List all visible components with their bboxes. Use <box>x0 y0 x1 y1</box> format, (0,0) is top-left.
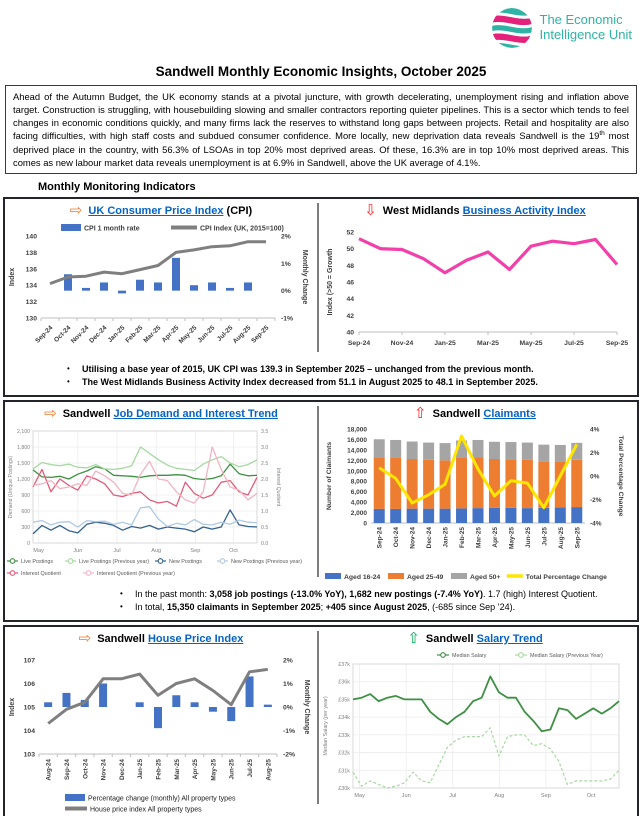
svg-text:Feb-25: Feb-25 <box>124 324 145 345</box>
svg-text:Index: Index <box>9 698 16 717</box>
svg-text:-1%: -1% <box>281 315 294 323</box>
house-price-panel <box>5 627 317 814</box>
svg-text:£35k: £35k <box>338 697 350 704</box>
bullet-text: In the past month: 3,058 job postings (-13.0% YoY), 1,682 new postings (-7.4% YoY). 1.7 (high) Interest Quotient. <box>135 589 598 600</box>
job-demand-chart-header <box>5 404 317 423</box>
svg-text:Mar-25: Mar-25 <box>173 759 181 780</box>
eiu-logo <box>491 7 633 49</box>
svg-text:Nov-24: Nov-24 <box>69 324 91 346</box>
svg-text:Dec-24: Dec-24 <box>118 759 126 781</box>
row1-bullets <box>5 363 637 391</box>
svg-text:1%: 1% <box>283 681 293 689</box>
svg-text:Demand (Unique Postings): Demand (Unique Postings) <box>8 456 14 519</box>
svg-text:0: 0 <box>27 541 30 548</box>
hpi-legend <box>65 794 236 814</box>
cpi-title-text: (CPI) <box>223 204 253 217</box>
svg-text:1,200: 1,200 <box>17 477 30 484</box>
svg-text:0%: 0% <box>281 288 291 296</box>
svg-text:New Postings (Previous year): New Postings (Previous year) <box>231 559 303 566</box>
svg-text:Sep-25: Sep-25 <box>574 527 582 549</box>
svg-text:Feb-25: Feb-25 <box>155 759 163 780</box>
svg-text:6,000: 6,000 <box>350 489 367 497</box>
claimants-title-text: Sandwell <box>432 407 484 420</box>
salary-series-line <box>353 677 619 732</box>
svg-text:132: 132 <box>25 299 37 307</box>
svg-text:3.0: 3.0 <box>261 445 269 452</box>
hpi-x-labels <box>46 759 273 781</box>
job-demand-panel <box>5 402 317 587</box>
claimants-chart <box>319 423 631 587</box>
bai-chart-title <box>383 205 586 217</box>
claimants-x-labels <box>377 527 582 549</box>
svg-text:£31k: £31k <box>338 768 350 775</box>
hpi-title-text: Sandwell <box>97 632 148 645</box>
svg-text:£32k: £32k <box>338 750 350 757</box>
svg-text:Aug: Aug <box>494 793 505 800</box>
bullet-text: In total, 15,350 claimants in September 2025; +405 since August 2025, (-685 since Sep ’24). <box>135 602 516 613</box>
svg-text:Median Salary (Previous Year): Median Salary (Previous Year) <box>530 653 603 660</box>
svg-text:300: 300 <box>21 525 30 532</box>
svg-text:Sep-24: Sep-24 <box>63 759 71 781</box>
job-demand-chart <box>5 423 317 587</box>
svg-text:Dec-24: Dec-24 <box>426 527 434 549</box>
svg-text:134: 134 <box>25 282 37 290</box>
svg-text:2,000: 2,000 <box>350 510 367 518</box>
bullet-text: Utilising a base year of 2015, UK CPI was 139.3 in September 2025 – unchanged from the previous month. <box>82 364 534 375</box>
svg-text:Feb-25: Feb-25 <box>459 527 467 549</box>
salary-series-line <box>353 728 619 788</box>
bullet-item <box>67 363 631 376</box>
svg-text:4,000: 4,000 <box>350 499 367 507</box>
intro-text-part2: most deprived place in the country, with 56.3% of LSOAs in top 20% most deprived areas. Of these, 16.3% are in top 10% most deprived areas. This comes as new labour market data reveals unemployment is at 6.9% in Sandwell, above the UK average of 4.1%. <box>13 130 629 168</box>
salary-title-text: Sandwell <box>425 632 477 645</box>
bai-title-link[interactable]: Business Activity Index <box>462 204 586 217</box>
svg-text:May-25: May-25 <box>210 759 218 781</box>
svg-text:138: 138 <box>25 249 37 257</box>
business-activity-chart <box>319 220 629 362</box>
red-down-arrow-icon: ⇩ <box>364 202 377 220</box>
svg-text:Aged 25-49: Aged 25-49 <box>407 574 444 582</box>
svg-text:2,100: 2,100 <box>17 429 30 436</box>
claimants-legend <box>325 573 607 581</box>
svg-text:0%: 0% <box>590 473 600 481</box>
cpi-panel <box>5 199 317 362</box>
svg-text:1,800: 1,800 <box>17 445 30 452</box>
svg-text:New Postings: New Postings <box>169 559 202 566</box>
house-price-chart-header <box>5 629 317 648</box>
svg-text:Interest Quotient: Interest Quotient <box>275 467 281 507</box>
job-title-link[interactable]: Job Demand and Interest Trend <box>113 407 278 420</box>
salary-trend-panel <box>319 627 631 814</box>
bai-title-text: West Midlands <box>382 204 463 217</box>
salary-trend-chart-header <box>319 629 631 648</box>
svg-text:May-25: May-25 <box>177 324 199 346</box>
salary-trend-chart <box>319 648 631 814</box>
svg-text:Jul-25: Jul-25 <box>541 527 549 546</box>
svg-text:Apr-25: Apr-25 <box>491 527 499 548</box>
svg-text:Sep-24: Sep-24 <box>34 324 55 345</box>
svg-text:Mar-25: Mar-25 <box>142 324 163 345</box>
orange-right-arrow-icon: ⇨ <box>78 630 92 648</box>
svg-text:16,000: 16,000 <box>347 437 367 445</box>
claimants-chart-title <box>433 408 536 420</box>
salary-legend <box>437 653 603 660</box>
indicator-row-2 <box>3 400 639 622</box>
eiu-logo-text <box>540 13 633 43</box>
svg-text:Apr-25: Apr-25 <box>160 324 181 345</box>
svg-text:Number of Claimants: Number of Claimants <box>326 441 333 511</box>
svg-text:CPI 1 month rate: CPI 1 month rate <box>84 225 140 233</box>
bullet-text: The West Midlands Business Activity Index decreased from 51.1 in August 2025 to 48.1 in September 2025. <box>82 377 538 388</box>
svg-text:Jan-25: Jan-25 <box>106 324 127 345</box>
svg-text:Total Percentage Change: Total Percentage Change <box>525 574 607 582</box>
svg-text:Interest Quotient (Previous ye: Interest Quotient (Previous year) <box>97 571 175 578</box>
salary-chart-title <box>426 633 543 645</box>
bullet-item <box>120 601 631 614</box>
svg-text:130: 130 <box>25 315 37 323</box>
claimants-chart-header <box>319 404 631 423</box>
cpi-x-labels <box>34 324 270 345</box>
svg-text:House price index All property: House price index All property types <box>90 806 202 814</box>
svg-text:Total Percentage Change: Total Percentage Change <box>617 435 624 517</box>
svg-text:Dec-24: Dec-24 <box>88 324 109 345</box>
svg-text:Oct-24: Oct-24 <box>393 527 401 548</box>
section-heading: Monthly Monitoring Indicators <box>38 181 196 194</box>
bullet-marker: • <box>120 602 123 612</box>
svg-text:Monthly Change: Monthly Change <box>301 249 308 305</box>
svg-text:2%: 2% <box>281 233 291 241</box>
svg-text:Aged 50+: Aged 50+ <box>470 574 501 582</box>
svg-text:May-25: May-25 <box>519 340 543 348</box>
svg-text:12,000: 12,000 <box>347 457 367 465</box>
indicator-row-3 <box>3 625 639 816</box>
cpi-chart-title <box>88 205 252 217</box>
svg-text:Live Postings: Live Postings <box>21 559 54 566</box>
job-chart-title <box>63 408 278 420</box>
row2-bullets <box>5 588 637 616</box>
svg-text:Jun: Jun <box>401 793 411 800</box>
red-up-arrow-icon: ⇧ <box>414 405 427 423</box>
svg-text:2%: 2% <box>283 657 293 665</box>
claimants-title-link[interactable]: Claimants <box>483 407 536 420</box>
svg-text:103: 103 <box>23 751 35 759</box>
svg-text:Sep-25: Sep-25 <box>605 340 629 348</box>
svg-text:Aug: Aug <box>151 548 162 555</box>
svg-text:104: 104 <box>23 728 35 736</box>
svg-text:£34k: £34k <box>338 715 350 722</box>
svg-text:1.5: 1.5 <box>261 493 269 500</box>
svg-text:0%: 0% <box>283 704 293 712</box>
logo-line-1: The Economic <box>539 12 623 28</box>
cpi-chart-header <box>5 201 317 220</box>
cpi-title-link[interactable]: UK Consumer Price Index <box>88 204 224 217</box>
salary-grid <box>353 664 619 788</box>
svg-text:Sep: Sep <box>190 548 201 555</box>
svg-text:Jul-25: Jul-25 <box>215 324 235 343</box>
svg-text:Interest Quotient: Interest Quotient <box>21 571 61 578</box>
salary-title-link[interactable]: Salary Trend <box>476 632 543 645</box>
svg-text:Live Postings (Previous year): Live Postings (Previous year) <box>79 559 150 566</box>
svg-text:£30k: £30k <box>338 786 350 793</box>
logo-line-2: Intelligence Unit <box>539 27 632 42</box>
svg-text:Aug-25: Aug-25 <box>265 759 273 781</box>
page-title: Sandwell Monthly Economic Insights, October 2025 <box>155 64 487 79</box>
svg-text:46: 46 <box>346 279 354 287</box>
svg-text:CPI Index (UK, 2015=100): CPI Index (UK, 2015=100) <box>200 225 284 233</box>
svg-text:0.0: 0.0 <box>261 541 269 548</box>
cpi-legend <box>61 224 284 233</box>
svg-text:Nov-24: Nov-24 <box>409 527 417 549</box>
svg-text:8,000: 8,000 <box>350 478 367 486</box>
svg-text:Aug-24: Aug-24 <box>45 759 53 781</box>
svg-text:Jul-25: Jul-25 <box>247 759 255 778</box>
svg-text:Median Salary: Median Salary <box>452 653 487 660</box>
svg-text:Oct-24: Oct-24 <box>52 324 73 344</box>
svg-text:Jan-25: Jan-25 <box>442 527 450 548</box>
svg-text:2%: 2% <box>590 450 600 458</box>
job-legend <box>7 559 302 577</box>
svg-text:52: 52 <box>346 229 354 237</box>
business-activity-panel <box>319 199 631 362</box>
svg-text:-2%: -2% <box>283 751 296 759</box>
svg-text:1%: 1% <box>281 260 291 268</box>
hpi-title-link[interactable]: House Price Index <box>147 632 244 645</box>
house-price-chart <box>5 648 317 814</box>
svg-text:3.5: 3.5 <box>261 429 269 436</box>
svg-text:Sep: Sep <box>540 793 551 800</box>
svg-text:Jan-25: Jan-25 <box>137 759 145 780</box>
svg-text:Oct-24: Oct-24 <box>82 759 90 780</box>
svg-text:Oct: Oct <box>229 548 238 555</box>
svg-text:Jul-25: Jul-25 <box>564 340 584 348</box>
svg-text:40: 40 <box>346 329 354 337</box>
svg-text:136: 136 <box>25 266 37 274</box>
svg-text:Jul: Jul <box>449 793 457 800</box>
eiu-logo-icon <box>491 7 533 49</box>
indicator-row-1 <box>3 197 639 397</box>
intro-text-part1: Ahead of the Autumn Budget, the UK economy stands at a pivotal juncture, with growth decelerating, unemployment rising and inflation above target. Construction is struggling, with housebuilding slowing and smaller contractors reporting quieter pipelines. This is a sector which tends to feel changes in economic conditions quickly, and many firms lack the reserves to withstand long gaps between projects. Retail and hospitality are also facing difficulties, with high staff costs and subdued consumer confidence. More locally, new deprivation data reveals Sandwell is the 19 <box>13 91 629 142</box>
svg-text:Jun-25: Jun-25 <box>228 759 236 780</box>
svg-text:Jun-25: Jun-25 <box>196 324 217 345</box>
svg-text:-1%: -1% <box>283 728 296 736</box>
svg-text:Aug-25: Aug-25 <box>231 324 253 346</box>
svg-text:4%: 4% <box>590 426 600 434</box>
svg-text:900: 900 <box>21 493 30 500</box>
svg-text:Monthly Change: Monthly Change <box>303 680 310 735</box>
bullet-marker: • <box>67 377 70 387</box>
svg-text:107: 107 <box>23 657 35 665</box>
green-up-arrow-icon: ⇧ <box>407 630 420 648</box>
svg-text:Aug-25: Aug-25 <box>557 527 565 550</box>
intro-box <box>5 85 637 174</box>
cpi-chart <box>5 220 315 362</box>
svg-text:Apr-25: Apr-25 <box>192 759 200 780</box>
svg-text:May: May <box>33 548 44 555</box>
job-series-line <box>33 464 257 479</box>
svg-text:1.0: 1.0 <box>261 509 269 516</box>
svg-text:Oct: Oct <box>586 793 596 800</box>
svg-text:0: 0 <box>363 520 367 528</box>
bullet-marker: • <box>120 589 123 599</box>
svg-text:£37k: £37k <box>338 662 350 669</box>
svg-text:14,000: 14,000 <box>347 447 367 455</box>
svg-text:Mar-25: Mar-25 <box>477 340 499 348</box>
svg-text:£36k: £36k <box>338 679 350 686</box>
svg-text:Sep-25: Sep-25 <box>250 324 271 345</box>
svg-text:Jan-25: Jan-25 <box>434 340 456 348</box>
bullet-item <box>120 588 631 601</box>
bai-line <box>359 239 617 273</box>
svg-text:44: 44 <box>346 296 354 304</box>
svg-text:May-25: May-25 <box>508 527 516 550</box>
svg-text:Sep-24: Sep-24 <box>347 340 371 348</box>
claimants-bars <box>374 439 583 523</box>
svg-text:Jun-25: Jun-25 <box>524 527 532 549</box>
svg-text:42: 42 <box>346 312 354 320</box>
svg-text:Jun: Jun <box>73 548 83 555</box>
svg-text:May: May <box>354 793 365 800</box>
intro-superscript: th <box>599 130 605 138</box>
svg-text:Index: Index <box>9 267 16 287</box>
svg-text:-2%: -2% <box>590 497 602 505</box>
bullet-marker: • <box>67 364 70 374</box>
job-title-text: Sandwell <box>62 407 114 420</box>
svg-text:1,500: 1,500 <box>17 461 30 468</box>
svg-text:50: 50 <box>346 246 354 254</box>
svg-text:0.5: 0.5 <box>261 525 269 532</box>
claimants-panel <box>319 402 631 587</box>
svg-text:-4%: -4% <box>590 520 602 528</box>
svg-text:105: 105 <box>23 704 35 712</box>
svg-text:600: 600 <box>21 509 30 516</box>
svg-text:Percentage change (monthly) Al: Percentage change (monthly) All property types <box>88 795 236 803</box>
business-activity-chart-header <box>319 201 631 220</box>
svg-text:Nov-24: Nov-24 <box>100 759 108 781</box>
svg-text:Aged 16-24: Aged 16-24 <box>344 574 381 582</box>
svg-text:2.5: 2.5 <box>261 461 269 468</box>
orange-right-arrow-icon: ⇨ <box>44 405 57 423</box>
svg-text:10,000: 10,000 <box>347 468 367 476</box>
svg-text:48: 48 <box>346 262 354 270</box>
orange-right-arrow-icon: ⇨ <box>69 202 83 220</box>
svg-text:140: 140 <box>25 233 37 241</box>
hpi-bars <box>44 677 272 729</box>
svg-text:106: 106 <box>23 681 35 689</box>
svg-text:Mar-25: Mar-25 <box>475 527 483 549</box>
svg-text:Sep-24: Sep-24 <box>376 527 384 549</box>
svg-text:£33k: £33k <box>338 733 350 740</box>
svg-text:2.0: 2.0 <box>261 477 269 484</box>
svg-text:Median Salary (per year): Median Salary (per year) <box>323 696 329 756</box>
hpi-chart-title <box>97 633 243 645</box>
cpi-index-line <box>50 242 266 284</box>
svg-text:18,000: 18,000 <box>347 426 367 434</box>
svg-text:Index (>50 = Growth: Index (>50 = Growth <box>327 248 334 316</box>
svg-text:Nov-24: Nov-24 <box>390 340 414 348</box>
svg-text:Jul: Jul <box>113 548 121 555</box>
bullet-item <box>67 376 631 389</box>
